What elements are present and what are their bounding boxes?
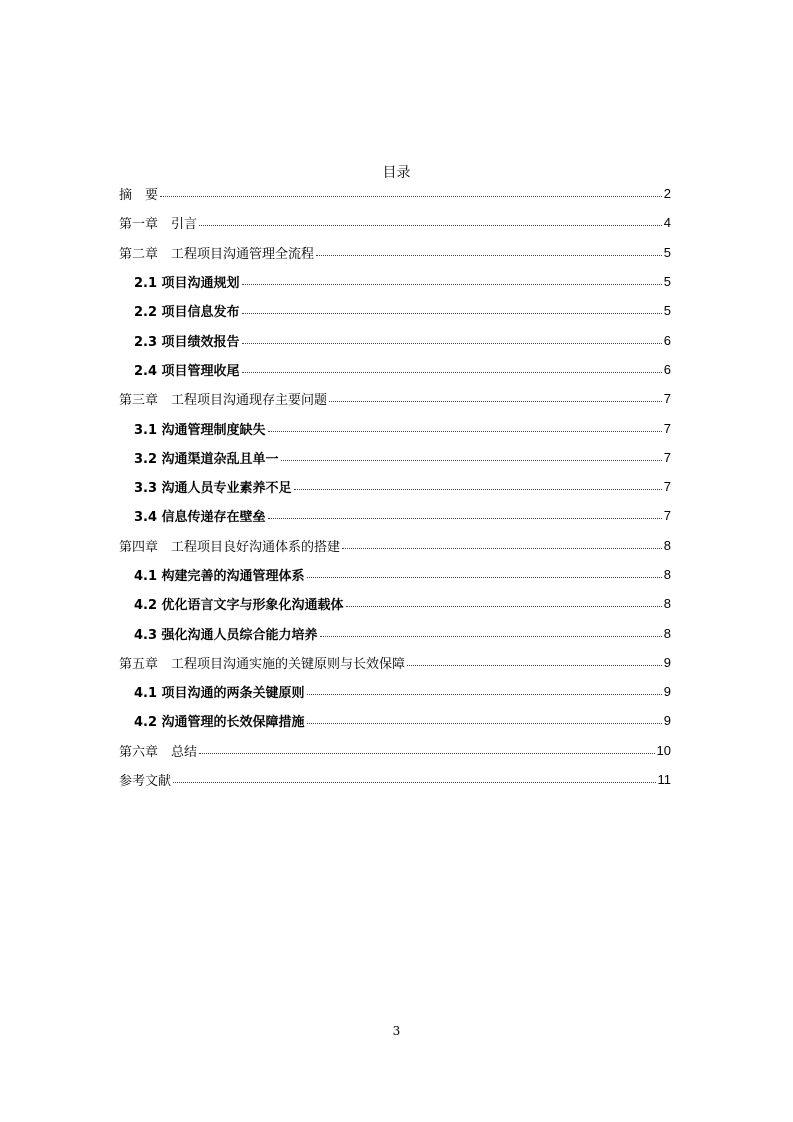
toc-entry-page: 9: [663, 684, 671, 700]
toc-entry-page: 5: [663, 274, 671, 290]
toc-leader-dots: [199, 224, 662, 226]
toc-entry-chapter-1[interactable]: [119, 208, 671, 237]
toc-entry-page: 7: [663, 391, 671, 407]
toc-entry-section-4-2[interactable]: [119, 589, 671, 618]
toc-entry-abstract[interactable]: [119, 179, 671, 208]
toc-leader-dots: [316, 254, 662, 256]
toc-entry-label: 2.4 项目管理收尾: [134, 363, 240, 379]
toc-leader-dots: [307, 576, 662, 578]
toc-entry-section-3-1[interactable]: [119, 413, 671, 442]
toc-entry-section-3-2[interactable]: [119, 443, 671, 472]
toc-entry-label: 3.2 沟通渠道杂乱且单一: [134, 451, 279, 467]
toc-entry-section-2-3[interactable]: [119, 325, 671, 354]
toc-leader-dots: [173, 781, 655, 783]
toc-entry-page: 9: [663, 713, 671, 729]
toc-leader-dots: [407, 664, 662, 666]
toc-leader-dots: [242, 312, 662, 314]
toc-entry-chapter-6[interactable]: [119, 736, 671, 765]
toc-entry-label: 4.2 优化语言文字与形象化沟通载体: [134, 598, 344, 614]
toc-entry-label: 2.1 项目沟通规划: [134, 276, 240, 292]
toc-leader-dots: [242, 342, 662, 344]
toc-entry-page: 5: [663, 303, 671, 319]
toc-entry-chapter-5[interactable]: [119, 648, 671, 677]
toc-entry-label: 4.2 沟通管理的长效保障措施: [134, 715, 305, 731]
toc-entry-page: 6: [663, 332, 671, 348]
toc-entry-section-2-1[interactable]: [119, 267, 671, 296]
toc-entry-label: 4.3 强化沟通人员综合能力培养: [134, 627, 318, 643]
toc-entry-section-2-4[interactable]: [119, 355, 671, 384]
toc-entry-page: 2: [663, 186, 671, 202]
toc-leader-dots: [242, 371, 662, 373]
toc-leader-dots: [307, 693, 662, 695]
toc-leader-dots: [329, 400, 662, 402]
toc-entry-label: 第四章 工程项目良好沟通体系的搭建: [119, 539, 341, 555]
toc-entry-label: 摘 要: [119, 188, 159, 204]
toc-entry-label: 4.1 构建完善的沟通管理体系: [134, 569, 305, 584]
toc-entry-page: 5: [663, 244, 671, 260]
toc-entry-section-5-1[interactable]: [119, 677, 671, 706]
toc-entry-section-4-1[interactable]: [119, 560, 671, 589]
toc-entry-page: 7: [663, 420, 671, 436]
toc-leader-dots: [294, 488, 662, 490]
toc-entry-section-5-2[interactable]: [119, 706, 671, 735]
toc-leader-dots: [268, 517, 662, 519]
toc-entry-chapter-3[interactable]: [119, 384, 671, 413]
toc-leader-dots: [268, 430, 662, 432]
toc-title: 目录: [382, 165, 411, 181]
toc-leader-dots: [242, 283, 662, 285]
toc-entry-page: 4: [663, 215, 671, 231]
toc-entry-label: 第六章 总结: [119, 744, 198, 760]
toc-entry-label: 2.3 项目绩效报告: [134, 334, 240, 350]
toc-entry-label: 3.3 沟通人员专业素养不足: [134, 481, 292, 497]
toc-leader-dots: [199, 752, 655, 754]
page-number: 3: [392, 1024, 401, 1038]
toc-entry-page: 11: [657, 772, 671, 788]
toc-entry-page: 8: [663, 625, 671, 641]
toc-entry-chapter-2[interactable]: [119, 238, 671, 267]
toc-entry-page: 7: [663, 508, 671, 524]
toc-entry-page: 8: [663, 537, 671, 553]
toc-entry-label: 第一章 引言: [119, 217, 198, 233]
toc-entry-page: 8: [663, 596, 671, 612]
toc-entry-page: 7: [663, 479, 671, 495]
toc-entry-page: 8: [663, 567, 671, 582]
toc-leader-dots: [342, 547, 662, 549]
toc-leader-dots: [346, 605, 662, 607]
toc-entry-chapter-4[interactable]: [119, 531, 671, 560]
toc-leader-dots: [307, 722, 662, 724]
toc-entry-section-3-3[interactable]: [119, 472, 671, 501]
toc-leader-dots: [320, 635, 662, 637]
toc-entry-label: 2.2 项目信息发布: [134, 305, 240, 321]
toc-entry-label: 3.4 信息传递存在壁垒: [134, 510, 266, 526]
toc-leader-dots: [281, 459, 662, 461]
toc-entry-page: 9: [663, 654, 671, 670]
toc-leader-dots: [160, 195, 662, 197]
toc-entry-references[interactable]: [119, 765, 671, 794]
toc-entry-label: 3.1 沟通管理制度缺失: [134, 422, 266, 438]
toc-entry-label: 第五章 工程项目沟通实施的关键原则与长效保障: [119, 656, 406, 672]
toc-entry-section-3-4[interactable]: [119, 501, 671, 530]
toc-list: [119, 179, 671, 794]
toc-entry-section-4-3[interactable]: [119, 618, 671, 647]
toc-entry-label: 4.1 项目沟通的两条关键原则: [134, 686, 305, 702]
toc-entry-page: 6: [663, 361, 671, 377]
toc-entry-section-2-2[interactable]: [119, 296, 671, 325]
toc-entry-page: 7: [663, 449, 671, 465]
toc-entry-page: 10: [656, 742, 671, 758]
toc-entry-label: 第三章 工程项目沟通现存主要问题: [119, 393, 328, 409]
toc-entry-label: 参考文献: [119, 774, 172, 790]
toc-entry-label: 第二章 工程项目沟通管理全流程: [119, 246, 315, 262]
